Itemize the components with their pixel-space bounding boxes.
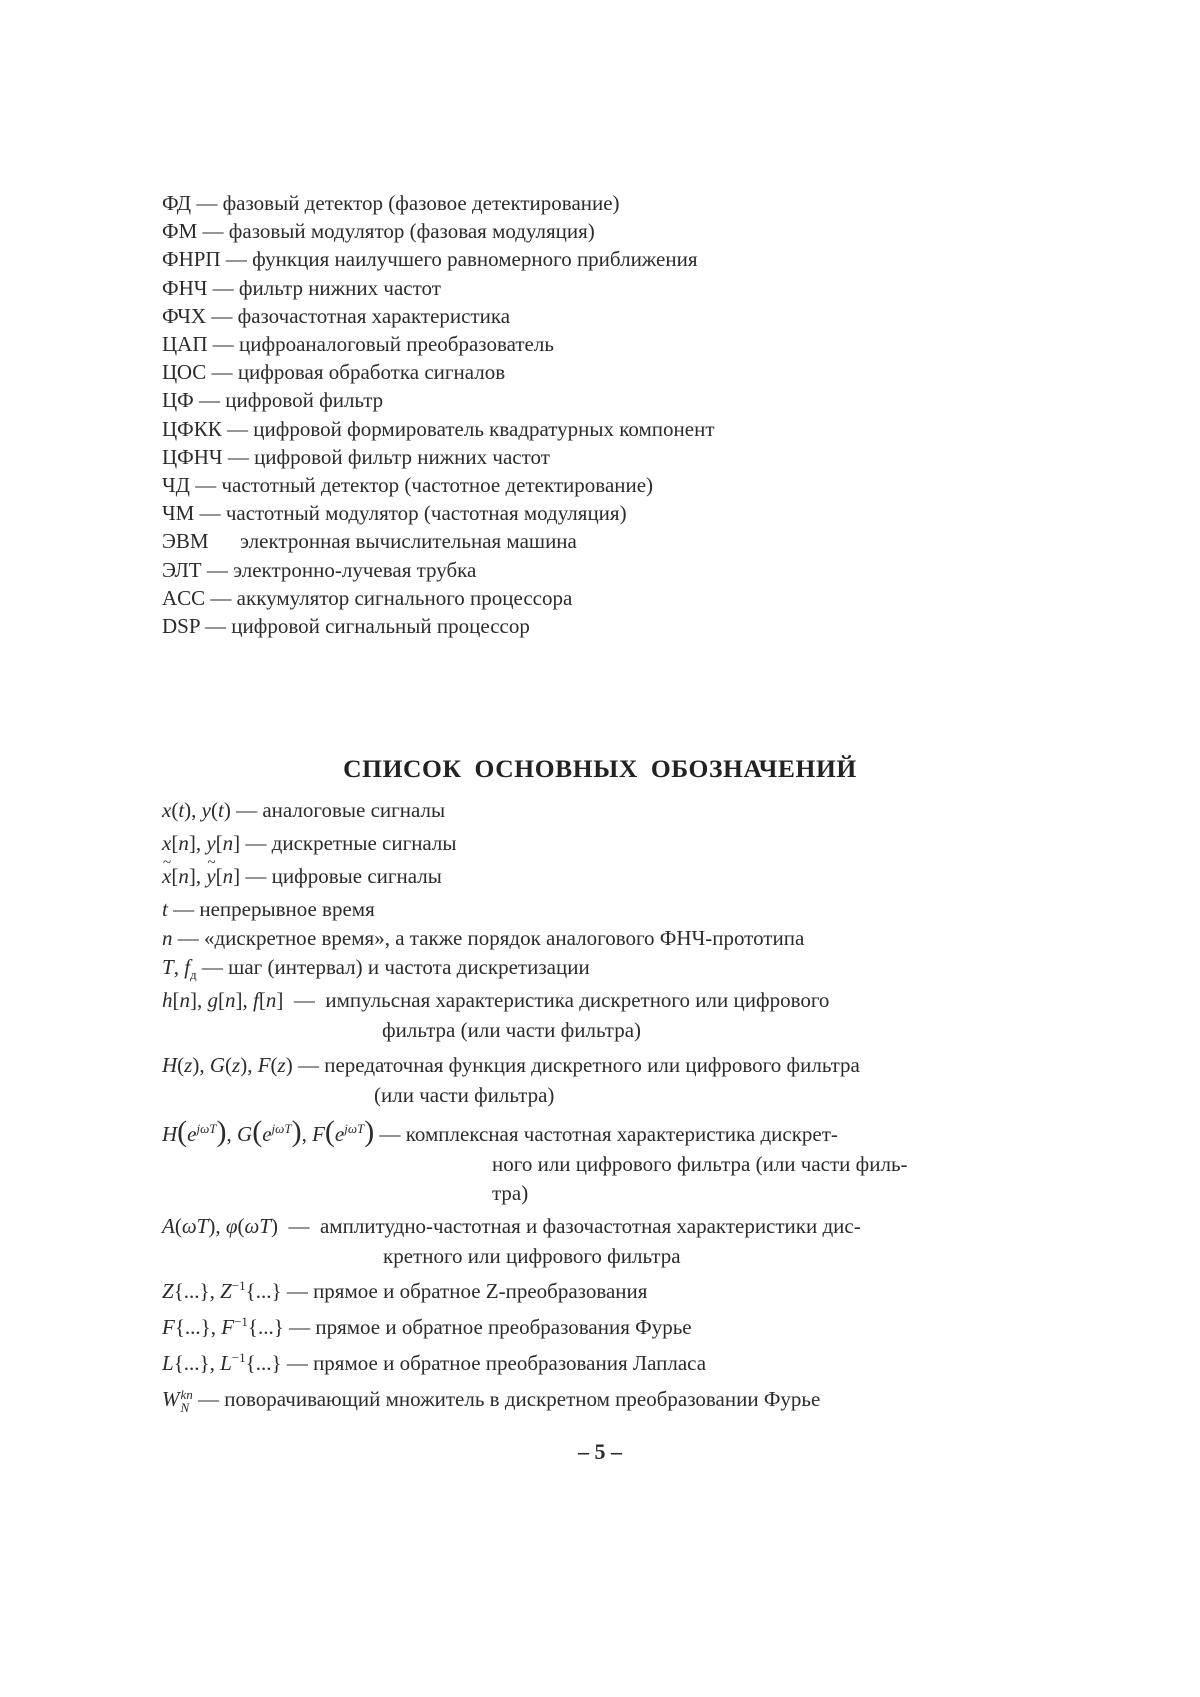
notation-row-z-transform — [162, 1277, 1022, 1306]
notation-row-frequency-cont2 — [162, 1179, 1022, 1208]
list-item: ФНРП — функция наилучшего равномерного приближения — [162, 247, 698, 272]
list-item: ЧД — частотный детектор (частотное детектирование) — [162, 473, 654, 498]
notation-desc: — прямое и обратное преобразования Фурье — [289, 1315, 692, 1339]
notation-desc: (или части фильтра) — [374, 1083, 555, 1107]
page-number: – 5 – — [578, 1439, 622, 1464]
notation-desc: комплексная частотная характеристика дискрет- — [405, 1122, 838, 1146]
notation-desc: тра) — [492, 1181, 529, 1205]
notation-row-analog — [162, 796, 1022, 825]
notation-desc: — непрерывное время — [173, 897, 375, 921]
section-heading: СПИСОК ОСНОВНЫХ ОБОЗНАЧЕНИЙ — [343, 754, 857, 783]
abbreviation-list — [162, 189, 1062, 640]
notation-row-impulse — [162, 986, 1022, 1015]
list-item: ЦФКК — цифровой формирователь квадратурных компонент — [162, 416, 715, 441]
notation-row-frequency-cont — [162, 1150, 1022, 1179]
formula: W kn N — [162, 1387, 193, 1416]
formula: $H(e^{j\omega T})$, $G(e^{j\omega T})$, $F(e^{j\omega T})$ — — [162, 1115, 406, 1148]
notation-row-frequency — [162, 1115, 1022, 1149]
notation-desc: — шаг (интервал) и частота дискретизации — [201, 955, 590, 979]
notation-list — [162, 796, 1022, 1414]
notation-row-sampling — [162, 953, 1022, 982]
list-item: ЭВМ электронная вычислительная машина — [162, 529, 577, 554]
notation-desc: передаточная функция дискретного или цифрового фильтра — [324, 1053, 860, 1077]
notation-desc: фильтра (или части фильтра) — [382, 1018, 642, 1042]
list-item: ФЧХ — фазочастотная характеристика — [162, 303, 511, 328]
notation-desc: кретного или цифрового фильтра — [383, 1244, 681, 1268]
notation-row-discrete-time — [162, 924, 1022, 953]
formula: F{...}, $F^{-1}\{...\}$ — [162, 1314, 290, 1339]
list-item: ACC — аккумулятор сигнального процессора — [162, 585, 573, 610]
formula: A(ωT), φ(ωT) — — [162, 1214, 320, 1238]
notation-row-amplitude-cont — [162, 1242, 1022, 1271]
notation-row-fourier — [162, 1313, 1022, 1342]
notation-desc: — прямое и обратное Z-преобразования — [286, 1279, 648, 1303]
notation-row-twiddle — [162, 1385, 1022, 1414]
formula: x(t), y(t) — [162, 798, 237, 822]
list-item: ЦФ — цифровой фильтр — [162, 388, 384, 413]
notation-desc: — «дискретное время», а также порядок аналогового ФНЧ-прототипа — [177, 926, 805, 950]
notation-desc: ного или цифрового фильтра (или части филь- — [492, 1152, 908, 1176]
formula: T, $f_д$ — [162, 955, 197, 983]
notation-desc: — аналоговые сигналы — [236, 798, 446, 822]
formula: H(z), G(z), F(z) — — [162, 1053, 325, 1077]
list-item: ЭЛТ — электронно-лучевая трубка — [162, 557, 477, 582]
formula: L{...}, $L^{-1}\{...\}$ — [162, 1350, 287, 1375]
formula: h[n], g[n], f[n] — — [162, 988, 326, 1012]
notation-row-impulse-cont — [162, 1016, 1022, 1045]
notation-row-discrete — [162, 829, 1022, 858]
list-item: DSP — цифровой сигнальный процессор — [162, 614, 530, 639]
list-item: ФНЧ — фильтр нижних частот — [162, 275, 441, 300]
notation-row-amplitude — [162, 1212, 1022, 1241]
notation-desc: импульсная характеристика дискретного или цифрового — [325, 988, 830, 1012]
formula: n — [162, 926, 173, 950]
formula: Z{...}, $Z^{-1}\{...\}$ — [162, 1278, 287, 1303]
notation-desc: амплитудно-частотная и фазочастотная характеристики дис- — [319, 1214, 861, 1238]
list-item: ФД — фазовый детектор (фазовое детектирование) — [162, 191, 620, 215]
notation-desc: — дискретные сигналы — [245, 831, 457, 855]
list-item: ЧМ — частотный модулятор (частотная модуляция) — [162, 501, 627, 526]
notation-row-time — [162, 895, 1022, 924]
formula: t — [162, 897, 168, 921]
list-item: ЦОС — цифровая обработка сигналов — [162, 360, 506, 385]
list-item: ЦАП — цифроаналоговый преобразователь — [162, 332, 554, 357]
formula: x[n], y[n] — [162, 831, 246, 855]
notation-desc: — цифровые сигналы — [245, 864, 442, 888]
notation-desc: — поворачивающий множитель в дискретном преобразовании Фурье — [198, 1387, 821, 1411]
notation-row-transfer — [162, 1051, 1022, 1080]
notation-row-laplace — [162, 1349, 1022, 1378]
formula: ~ x[n], ~ y[n] — [162, 862, 245, 891]
notation-row-digital — [162, 862, 1022, 891]
notation-row-transfer-cont — [162, 1081, 1022, 1110]
list-item: ЦФНЧ — цифровой фильтр нижних частот — [162, 444, 550, 469]
notation-desc: — прямое и обратное преобразования Лапласа — [286, 1351, 707, 1375]
list-item: ФМ — фазовый модулятор (фазовая модуляция) — [162, 219, 595, 244]
